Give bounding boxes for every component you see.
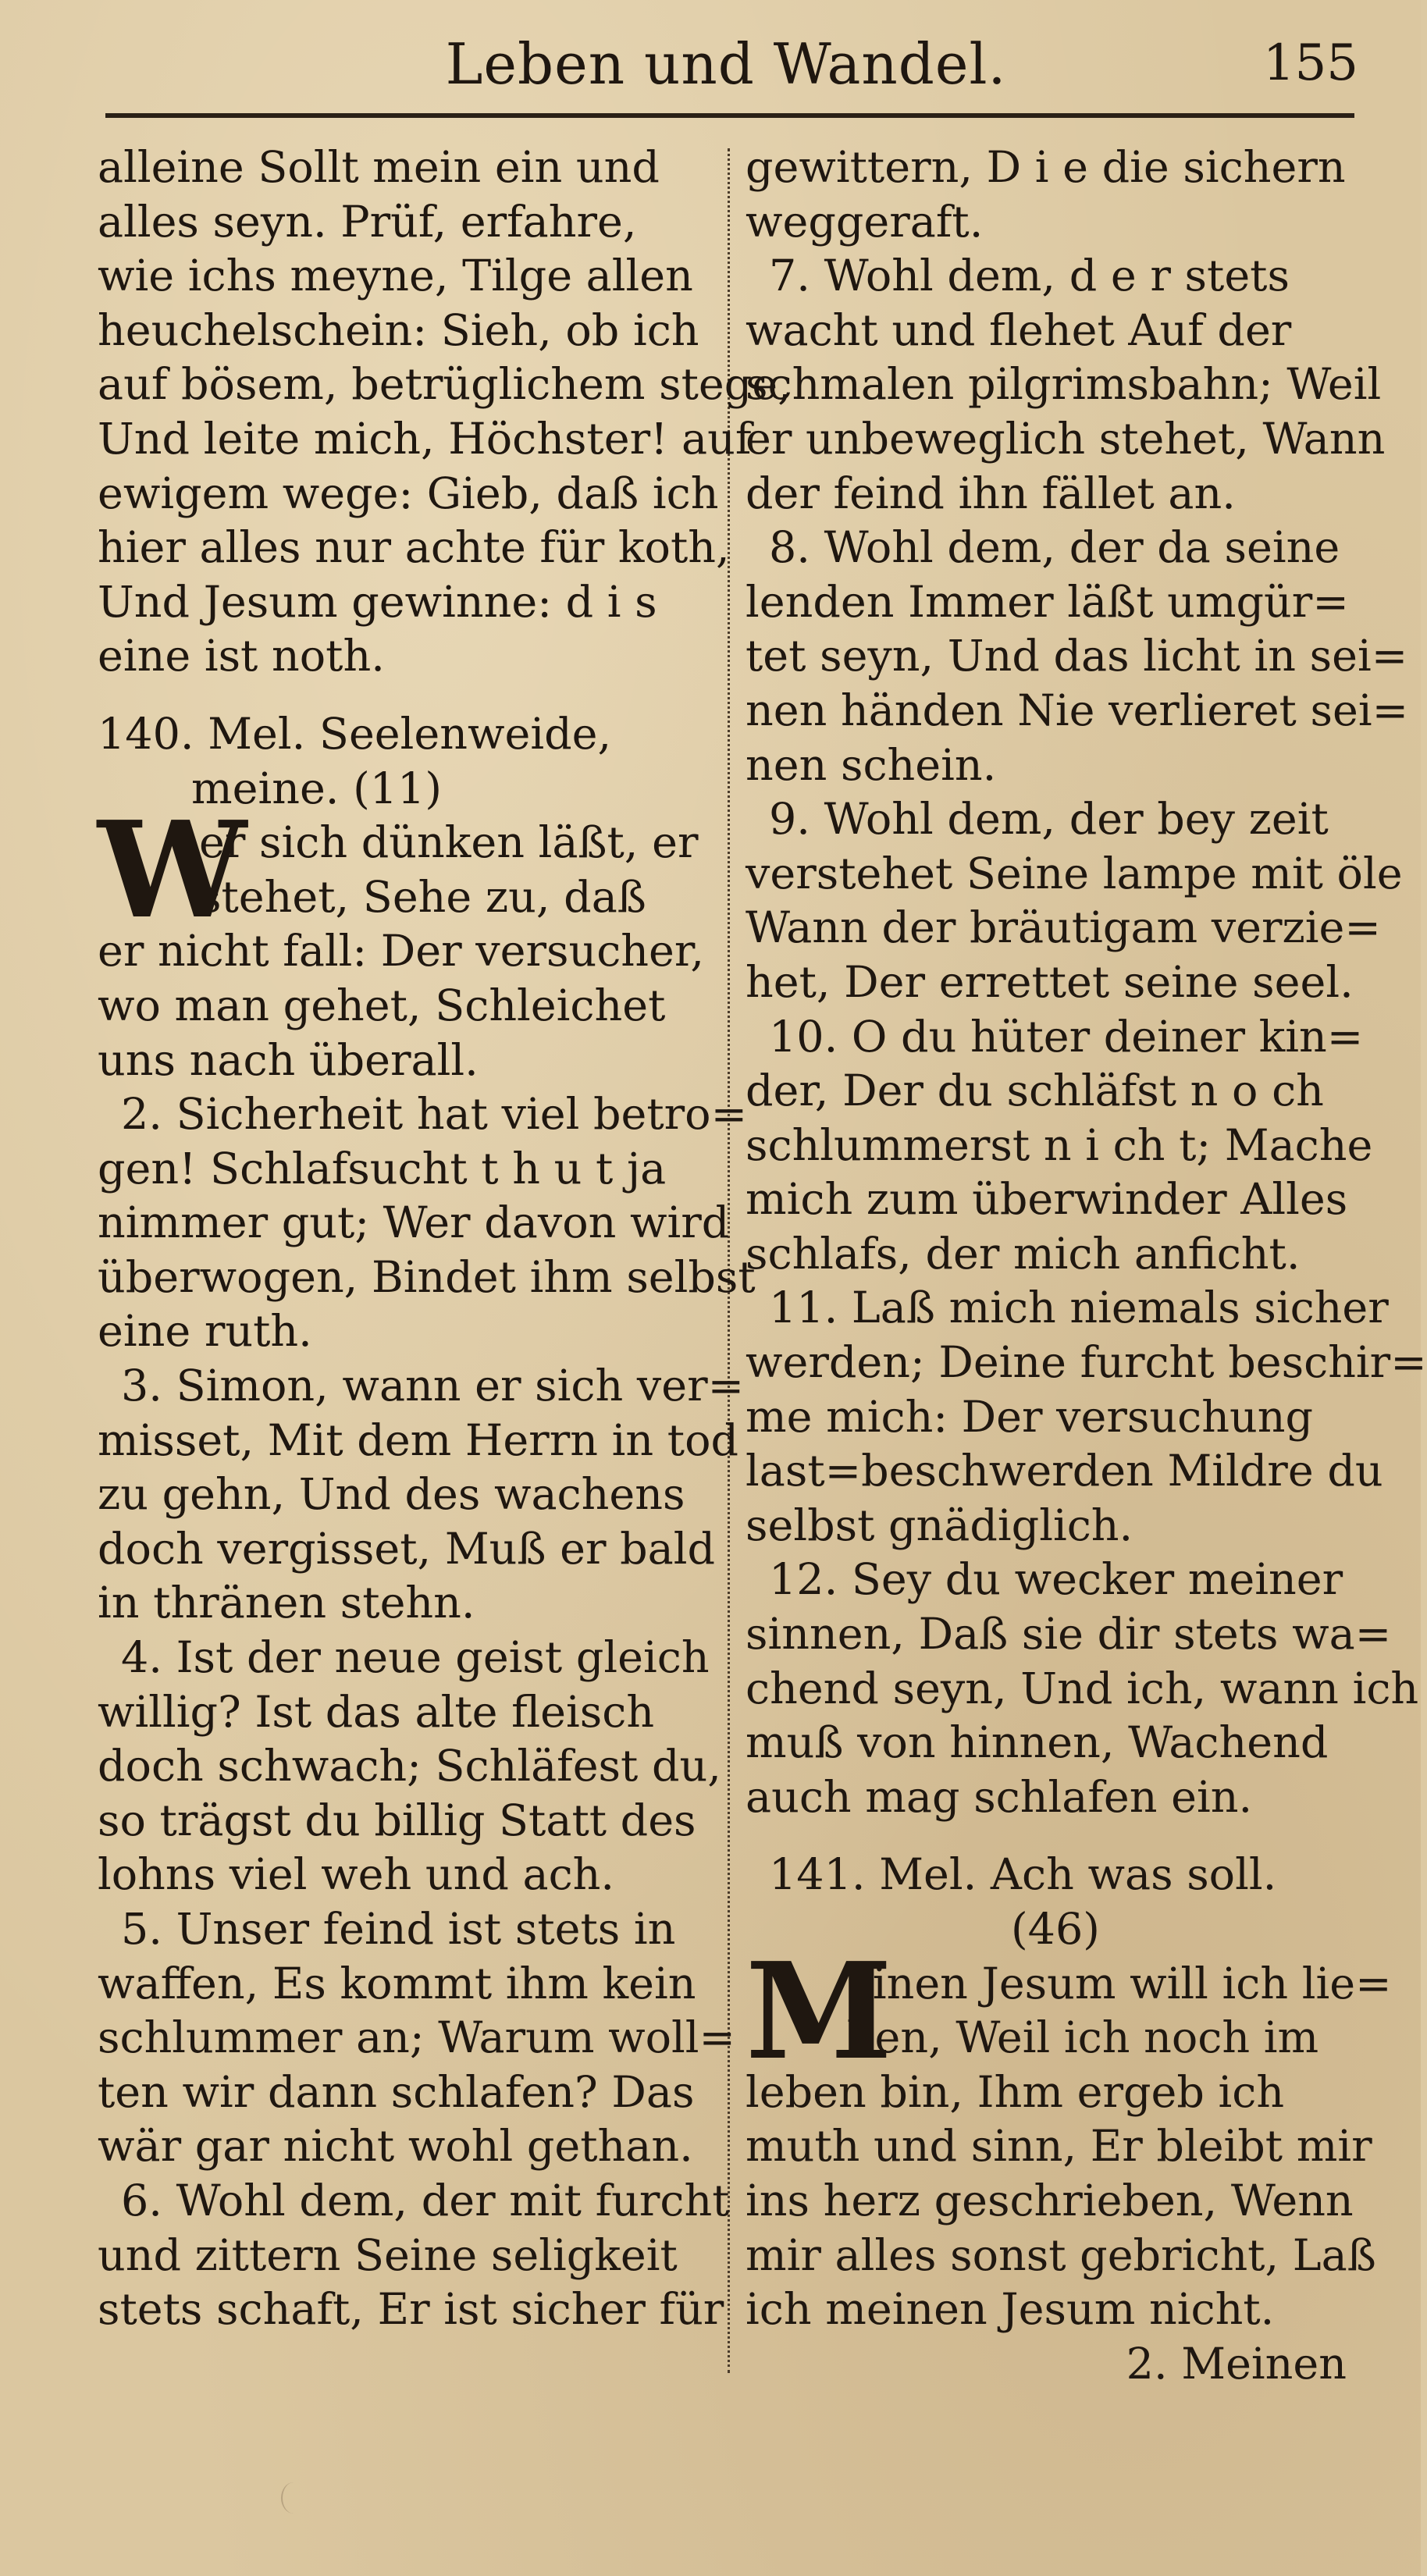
verse-start: 5. Unser feind ist stets in (121, 1904, 676, 1955)
text-line: doch vergisset, Muß er bald (98, 1523, 716, 1574)
verse-start: 2. Sicherheit hat viel betro= (121, 1089, 748, 1140)
page-header (94, 23, 1358, 109)
text-line: eine ruth. (98, 1306, 312, 1357)
text-line: ins herz geschrieben, Wenn (746, 2175, 1354, 2226)
text-line: und zittern Seine seligkeit (98, 2229, 678, 2281)
text-line: lohns viel weh und ach. (98, 1849, 615, 1901)
text-line: selbst gnädiglich. (746, 1500, 1133, 1551)
drop-cap: W (98, 792, 247, 949)
text-line: auf bösem, betrüglichem stege, (98, 359, 792, 411)
text-line: schlummer an; Warum woll= (98, 2012, 736, 2064)
text-line: schlafs, der mich anficht. (746, 1228, 1301, 1279)
text-line: leben bin, Ihm ergeb ich (746, 2066, 1285, 2118)
text-line: ben, Weil ich noch im (847, 2012, 1319, 2064)
text-line: der feind ihn fället an. (746, 468, 1236, 519)
verse-start: 12. Sey du wecker meiner (769, 1554, 1343, 1606)
text-line: wo man gehet, Schleichet (98, 980, 666, 1031)
text-line: willig? Ist das alte fleisch (98, 1686, 655, 1738)
text-line: alleine Sollt mein ein und (98, 142, 660, 193)
text-line: gen! Schlafsucht t h u t ja (98, 1143, 667, 1194)
text-line: misset, Mit dem Herrn in tod (98, 1414, 739, 1466)
text-line: Und Jesum gewinne: d i s (98, 576, 657, 628)
text-line: auch mag schlafen ein. (746, 1771, 1253, 1823)
text-line: der, Der du schläfst n o ch (746, 1066, 1324, 1117)
hymn-141-heading-cont: (46) (1011, 1904, 1100, 1955)
text-line: nimmer gut; Wer davon wird (98, 1197, 730, 1249)
text-line: nen händen Nie verlieret sei= (746, 685, 1409, 736)
verse-start: 8. Wohl dem, der da seine (769, 522, 1340, 574)
hymn-141-opening (746, 1933, 1392, 2090)
text-line: er unbeweglich stehet, Wann (746, 413, 1386, 464)
hymn-140-opening (98, 792, 714, 949)
text-line: me mich: Der versuchung (746, 1391, 1313, 1443)
text-line: muß von hinnen, Wachend (746, 1717, 1329, 1769)
header-rule (105, 113, 1354, 118)
text-line: doch schwach; Schläfest du, (98, 1741, 721, 1792)
text-line: er nicht fall: Der versucher, (98, 926, 704, 977)
text-line: waffen, Es kommt ihm kein (98, 1958, 696, 2009)
text-line: het, Der errettet seine seel. (746, 956, 1354, 1008)
text-line: chend seyn, Und ich, wann ich (746, 1663, 1419, 1714)
text-line: schlummerst n i ch t; Mache (746, 1119, 1373, 1171)
text-line: Wann der bräutigam verzie= (746, 902, 1381, 954)
text-line: nen schein. (746, 739, 997, 791)
hymn-140-heading-cont: meine. (11) (191, 763, 443, 814)
text-line: last=beschwerden Mildre du (746, 1446, 1383, 1497)
text-line: Und leite mich, Höchster! auf (98, 413, 752, 464)
catchword: 2. Meinen (1126, 2338, 1347, 2389)
text-line: eine ist noth. (98, 631, 385, 682)
right-column (746, 141, 1427, 2391)
text-line: gewittern, D i e die sichern (746, 142, 1346, 193)
left-column (98, 141, 792, 2337)
text-line: sinnen, Daß sie dir stets wa= (746, 1609, 1392, 1660)
text-line: weggeraft. (746, 196, 984, 247)
page-number: 155 (1262, 34, 1358, 92)
text-line: ewigem wege: Gieb, daß ich (98, 468, 719, 519)
paper-mark (281, 2482, 306, 2514)
text-line: alles seyn. Prüf, erfahre, (98, 196, 637, 247)
text-line: uns nach überall. (98, 1034, 479, 1086)
text-line: verstehet Seine lampe mit öle (746, 848, 1403, 899)
text-line: ich meinen Jesum nicht. (746, 2284, 1275, 2336)
text-line: wacht und flehet Auf der (746, 304, 1292, 356)
text-line: mir alles sonst gebricht, Laß (746, 2229, 1376, 2281)
text-line: ten wir dann schlafen? Das (98, 2066, 695, 2118)
text-line: stets schaft, Er ist sicher für (98, 2284, 724, 2336)
text-line: tet seyn, Und das licht in sei= (746, 631, 1408, 682)
verse-start: 9. Wohl dem, der bey zeit (769, 794, 1329, 845)
text-line: wie ichs meyne, Tilge allen (98, 251, 693, 302)
text-line: wär gar nicht wohl gethan. (98, 2121, 693, 2172)
verse-start: 7. Wohl dem, d e r stets (769, 251, 1290, 302)
text-line: er sich dünken läßt, er (199, 817, 699, 869)
verse-start: 11. Laß mich niemals sicher (769, 1283, 1389, 1334)
text-line: muth und sinn, Er bleibt mir (746, 2121, 1372, 2172)
text-line: stehet, Sehe zu, daß (199, 871, 646, 923)
text-line: hier alles nur achte für koth, (98, 522, 730, 574)
verse-start: 10. O du hüter deiner kin= (769, 1011, 1364, 1062)
text-line: lenden Immer läßt umgür= (746, 576, 1349, 628)
text-line: schmalen pilgrimsbahn; Weil (746, 359, 1382, 411)
text-line: in thränen stehn. (98, 1578, 475, 1629)
hymn-140-heading: 140. Mel. Seelenweide, (98, 708, 612, 760)
text-line: heuchelschein: Sieh, ob ich (98, 304, 699, 356)
drop-cap: M (746, 1933, 893, 2090)
text-line: werden; Deine furcht beschir= (746, 1337, 1427, 1389)
text-line: mich zum überwinder Alles (746, 1174, 1348, 1226)
verse-start: 4. Ist der neue geist gleich (121, 1632, 710, 1684)
running-head: Leben und Wandel. (445, 31, 1007, 97)
hymn-141-heading: 141. Mel. Ach was soll. (769, 1849, 1277, 1901)
verse-start: 3. Simon, wann er sich ver= (121, 1361, 745, 1412)
text-line: einen Jesum will ich lie= (847, 1958, 1392, 2009)
text-line: so trägst du billig Statt des (98, 1795, 696, 1846)
text-line: zu gehn, Und des wachens (98, 1469, 685, 1521)
verse-start: 6. Wohl dem, der mit furcht (121, 2175, 730, 2226)
text-line: überwogen, Bindet ihm selbst (98, 1251, 756, 1303)
